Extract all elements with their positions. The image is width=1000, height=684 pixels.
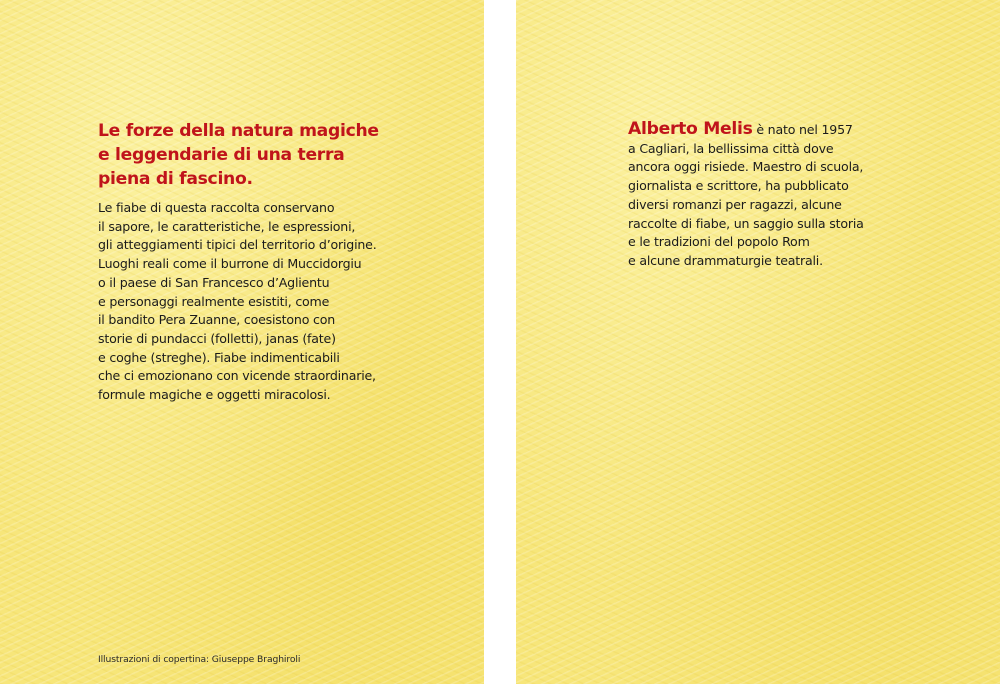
back-cover-headline: [98, 119, 478, 191]
right-cover-panel: [516, 0, 1000, 684]
synopsis-line: o il paese di San Francesco d’Aglientu: [98, 274, 330, 290]
bio-first-line-text: è nato nel 1957: [752, 122, 853, 137]
bio-line: e le tradizioni del popolo Rom: [628, 234, 810, 250]
author-bio: [628, 120, 978, 271]
synopsis-line: formule magiche e oggetti miracolosi.: [98, 387, 331, 403]
headline-line: piena di fascino.: [98, 169, 253, 189]
bio-line: a Cagliari, la bellissima città dove: [628, 140, 834, 156]
bio-line: giornalista e scrittore, ha pubblicato: [628, 178, 849, 194]
synopsis-line: che ci emozionano con vicende straordinarie,: [98, 368, 376, 384]
bio-line: e alcune drammaturgie teatrali.: [628, 252, 823, 268]
synopsis-paragraph: [98, 199, 478, 405]
author-name: Alberto Melis: [628, 119, 753, 139]
synopsis-line: il sapore, le caratteristiche, le espressioni,: [98, 218, 356, 234]
synopsis-line: storie di pundacci (folletti), janas (fate): [98, 330, 336, 346]
bio-line: diversi romanzi per ragazzi, alcune: [628, 196, 842, 212]
headline-line: Le forze della natura magiche: [98, 121, 379, 141]
illustration-credit: Illustrazioni di copertina: Giuseppe Braghiroli: [98, 654, 301, 665]
bio-first-line: [628, 120, 978, 140]
synopsis-line: Le fiabe di questa raccolta conservano: [98, 200, 335, 215]
synopsis-line: e personaggi realmente esistiti, come: [98, 293, 330, 309]
headline-line: e leggendarie di una terra: [98, 145, 345, 165]
spine-gutter: [484, 0, 516, 684]
bio-line: raccolte di fiabe, un saggio sulla storia: [628, 215, 864, 231]
bio-line: ancora oggi risiede. Maestro di scuola,: [628, 159, 864, 175]
synopsis-line: gli atteggiamenti tipici del territorio d’origine.: [98, 237, 377, 253]
synopsis-line: il bandito Pera Zuanne, coesistono con: [98, 312, 336, 328]
synopsis-line: Luoghi reali come il burrone di Muccidorgiu: [98, 256, 362, 272]
synopsis-line: e coghe (streghe). Fiabe indimenticabili: [98, 349, 340, 365]
